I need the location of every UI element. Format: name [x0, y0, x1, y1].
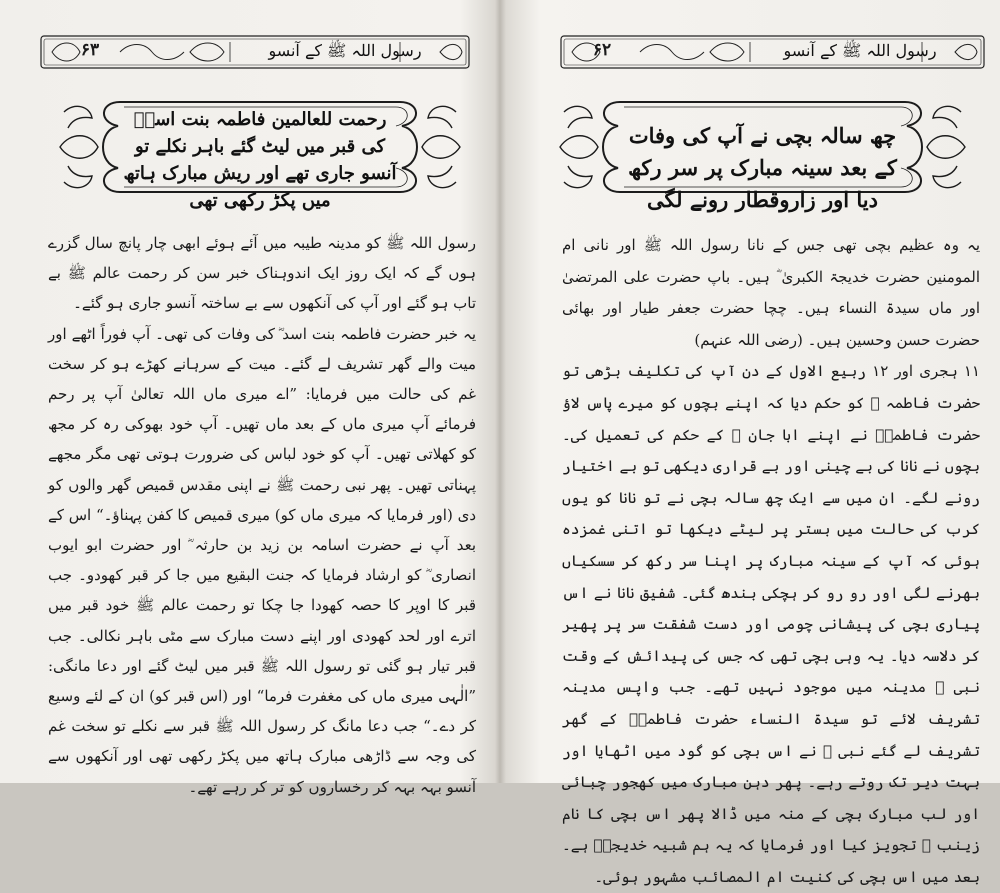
running-title: رسول اللہ ﷺ کے آنسو [783, 41, 937, 60]
chapter-heading: رحمت للعالمین فاطمہ بنت اسدؓ کی قبر میں لیٹ گئے باہر نکلے تو آنسو جاری تھے اور ریش مبارک ہاتھ میں پکڑ رکھی تھی [123, 109, 397, 211]
running-title: رسول اللہ ﷺ کے آنسو [268, 41, 422, 60]
page-number: ۶۳ [80, 40, 100, 60]
paragraph: یہ وہ عظیم بچی تھی جس کے نانا رسول اللہ ﷺ اور نانی ام المومنین حضرت خدیجۃ الکبریٰ ؓ ہیں۔ باپ حضرت علی المرتضیٰ اور ماں سیدۃ النساء ہیں۔ چچا حضرت جعفر طیار اور بھائی حضرت حسن وحسین ہیں۔ (رضی اللہ عنہم) [562, 236, 980, 349]
chapter-heading-frame [550, 92, 975, 212]
right-page [500, 0, 1000, 886]
running-header-right [560, 34, 985, 70]
paragraph: رسول اللہ ﷺ کو مدینہ طیبہ میں آئے ہوئے ابھی چار پانچ سال گزرے ہوں گے کہ ایک روز ایک اندوہناک خبر سن کر رحمت عالم ﷺ بے تاب ہو گئے اور آپ کی آنکھوں سے بے ساختہ آنسو جاری ہو گئے۔ [48, 234, 476, 313]
body-text [48, 228, 476, 802]
paragraph: ۱۱ ہجری اور ۱۲ ربیع الاول کے دن آپ کی تکلیف بڑھی تو حضرت فاطمہ ؓ کو حکم دیا کہ اپنے بچوں کو میرے پاس لاؤ حضرت فاطمہؓ نے اپنے ابا جان ﷺ کے حکم کی تعمیل کی۔ بچوں نے نانا کی بے چینی اور بے قراری دیکھی تو بے اختیار رونے لگے۔ ان میں سے ایک چھ سالہ بچی نے تو نانا کو یوں کرب کی حالت میں بستر پر لیٹے دیکھا تو اتنی غمزدہ ہوئی کہ آپ کے سینہ مبارک پر اپنا سر رکھ کر سسکیاں بھرنے لگی اور رو رو کر ہچکی بندھ گئی۔ شفیق نانا نے اس پیاری بچی کی پیشانی چومی اور دست شفقت سر پر پھیر کر دلاسہ دیا۔ یہ وہی بچی تھی کہ جس کی پیدائش کے وقت نبی ﷺ مدینہ میں موجود نہیں تھے۔ جب واپس مدینہ تشریف لائے تو سیدۃ النساء حضرت فاطمہؓ کے گھر تشریف لے گئے نبی ﷺ نے اس بچی کو گود میں اٹھایا اور بہت دیر تک روتے رہے۔ پھر دہن مبارک میں کھجور چبائی اور لب مبارک بچی کے منہ میں ڈالا پھر اس بچی کا نام زینب ؓ تجویز کیا اور فرمایا کہ یہ ہم شبیہ خدیجہؓ ہے۔ بعد میں اس بچی کی کنیت ام المصائب مشہور ہوئی۔ [562, 362, 980, 886]
page-number: ۶۲ [592, 40, 612, 60]
paragraph: یہ خبر حضرت فاطمہ بنت اسد ؓ کی وفات کی تھی۔ آپ فوراً اٹھے اور میت والے گھر تشریف لے گئے۔ میت کے سرہانے کھڑے ہو کر سخت غم کی حالت میں فرمایا: ”اے میری ماں اللہ تعالیٰ آپ پر رحم فرمائے آپ میری ماں کے بعد ماں تھیں۔ آپ خود بھوکی رہ کر مجھ کو کھلاتی تھیں۔ آپ کو خود لباس کی ضرورت ہوتی تھی مگر مجھے پہناتی تھیں۔ پھر نبی رحمت ﷺ نے اپنی مقدس قمیص گھر والوں کو دی (اور فرمایا کہ میری ماں کو) میری قمیص کا کفن پہناؤ۔“ اس کے بعد آپ نے حضرت اسامہ بن زید بن حارثہ ؓ اور حضرت ابو ایوب انصاری ؓ کو ارشاد فرمایا کہ جنت البقیع میں جا کر قبر کھودو۔ جب قبر کا اوپر کا حصہ کھودا جا چکا تو رحمت عالم ﷺ خود قبر میں اترے اور لحد کھودی اور اپنے دست مبارک سے مٹی باہر نکالی۔ جب قبر تیار ہو گئی تو رسول اللہ ﷺ قبر میں لیٹ گئے اور دعا مانگی: ”الٰہی میری ماں کی مغفرت فرما“ اور (اس قبر کو) ان کے لئے وسیع کر دے۔“ جب دعا مانگ کر رسول اللہ ﷺ قبر سے نکلے تو سخت غم کی وجہ سے ڈاڑھی مبارک ہاتھ میں پکڑ رکھی تھی اور آنکھوں سے آنسو بہہ بہہ کر رخساروں کو تر کر رہے تھے۔ [48, 324, 476, 796]
body-text [562, 230, 980, 893]
left-page [0, 0, 500, 796]
chapter-heading: چھ سالہ بچی نے آپ کی وفات کے بعد سینہ مبارک پر سر رکھ دیا اور زاروقطار رونے لگی [628, 123, 897, 212]
running-header-left [40, 34, 470, 70]
chapter-heading-frame [50, 92, 470, 211]
